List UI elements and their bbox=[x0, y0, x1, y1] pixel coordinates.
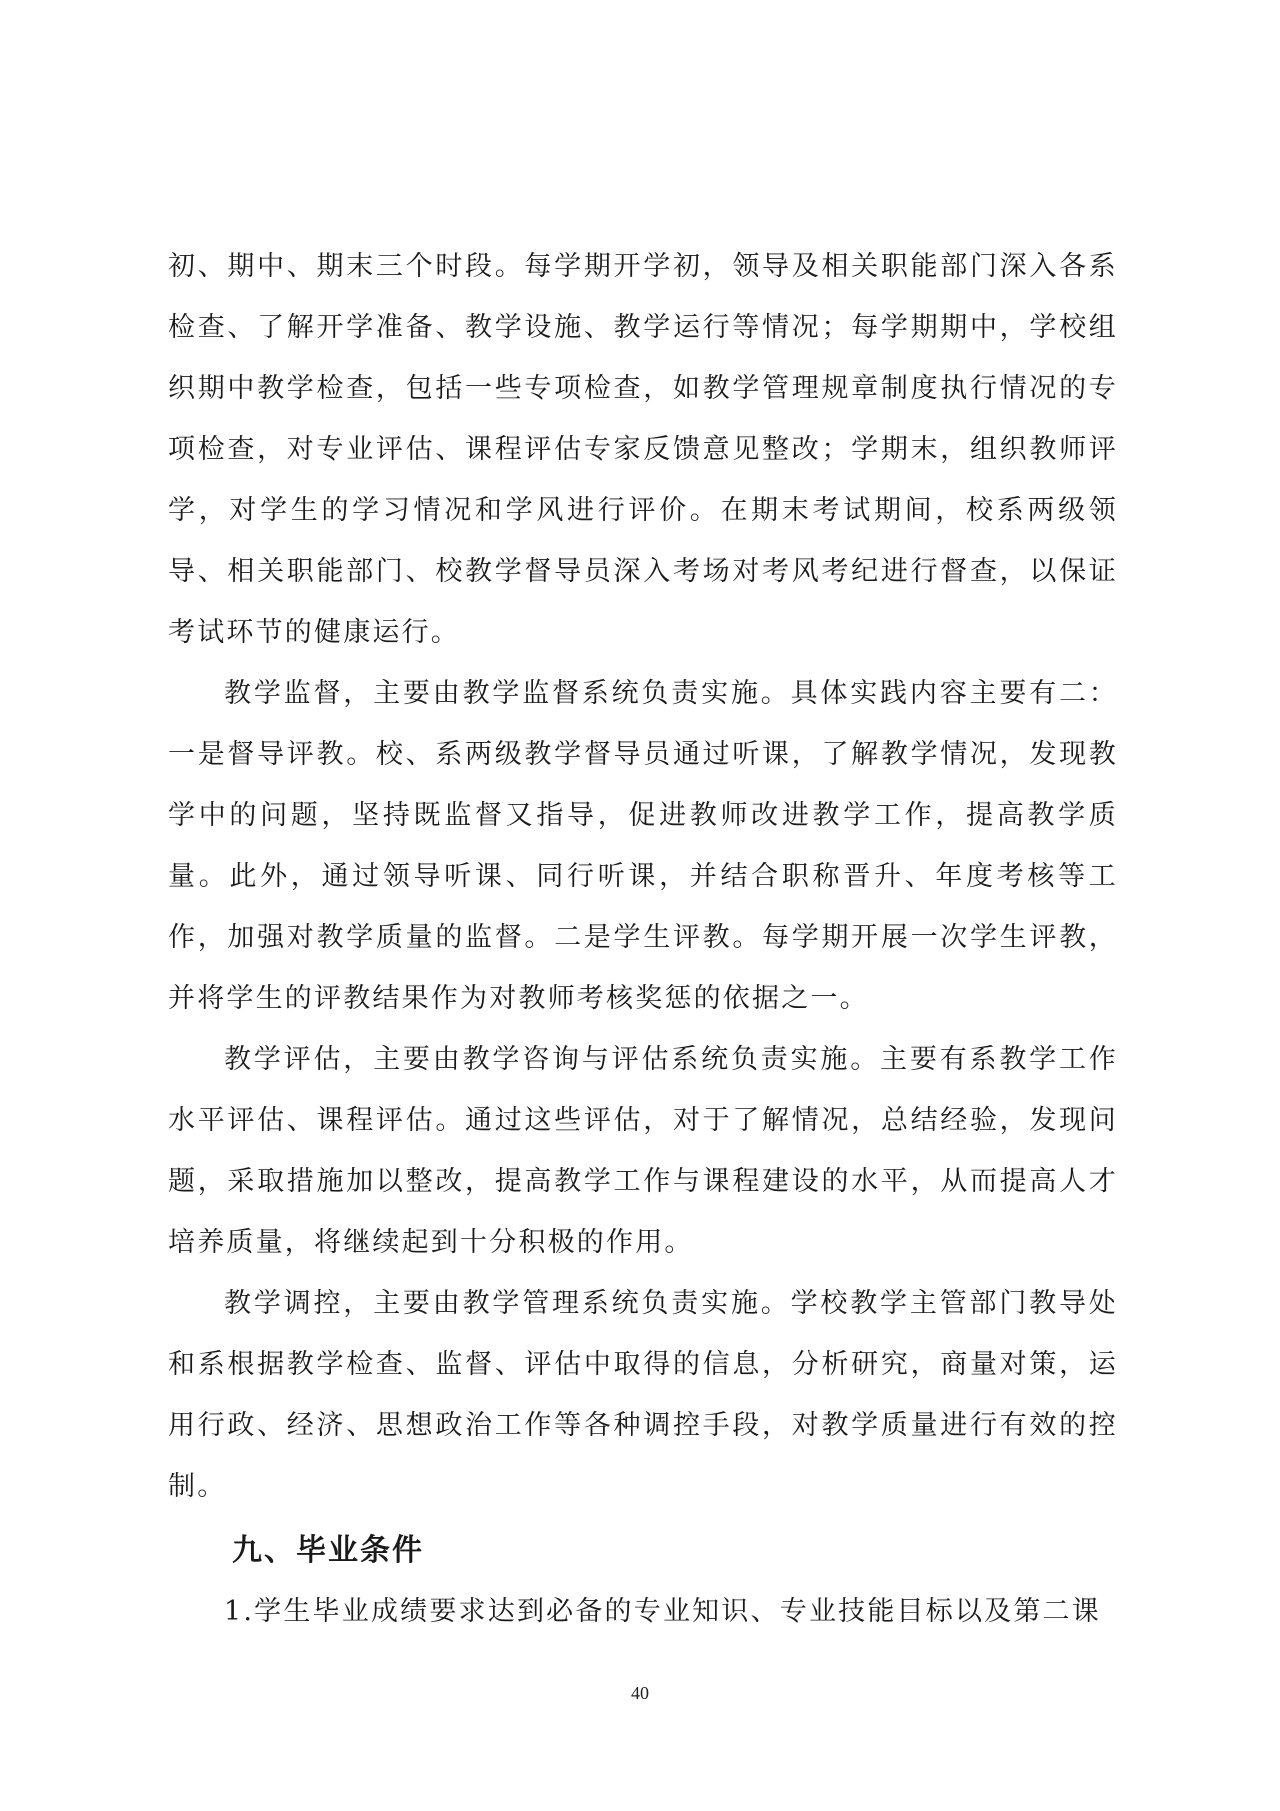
section-heading-graduation: 九、毕业条件 bbox=[232, 1533, 424, 1568]
graduation-condition-item-1: 1.学生毕业成绩要求达到必备的专业知识、专业技能目标以及第二课 bbox=[224, 1596, 1101, 1627]
paragraph-teaching-evaluation: 教学评估，主要由教学咨询与评估系统负责实施。主要有系教学工作水平评估、课程评估。通过这些评估，对于了解情况，总结经验，发现问题，采取措施加以整改，提高教学工作与课程建设的水平，从而提高人才培养质量，将继续起到十分积极的作用。 bbox=[168, 1044, 1118, 1258]
paragraph-teaching-supervision: 教学监督，主要由教学监督系统负责实施。具体实践内容主要有二：一是督导评教。校、系两级教学督导员通过听课，了解教学情况，发现教学中的问题，坚持既监督又指导，促进教师改进教学工作，提高教学质量。此外，通过领导听课、同行听课，并结合职称晋升、年度考核等工作，加强对教学质量的监督。二是学生评教。每学期开展一次学生评教，并将学生的评教结果作为对教师考核奖惩的依据之一。 bbox=[168, 678, 1118, 1014]
paragraph-continuation: 初、期中、期末三个时段。每学期开学初，领导及相关职能部门深入各系检查、了解开学准备、教学设施、教学运行等情况；每学期期中，学校组织期中教学检查，包括一些专项检查，如教学管理规章制度执行情况的专项检查，对专业评估、课程评估专家反馈意见整改；学期末，组织教师评学，对学生的学习情况和学风进行评价。在期末考试期间，校系两级领导、相关职能部门、校教学督导员深入考场对考风考纪进行督查，以保证考试环节的健康运行。 bbox=[168, 251, 1118, 648]
document-body bbox=[168, 236, 1118, 1642]
page-number: 40 bbox=[631, 1683, 649, 1703]
paragraph-teaching-control: 教学调控，主要由教学管理系统负责实施。学校教学主管部门教导处和系根据教学检查、监督、评估中取得的信息，分析研究，商量对策，运用行政、经济、思想政治工作等各种调控手段，对教学质量进行有效的控制。 bbox=[168, 1288, 1118, 1502]
